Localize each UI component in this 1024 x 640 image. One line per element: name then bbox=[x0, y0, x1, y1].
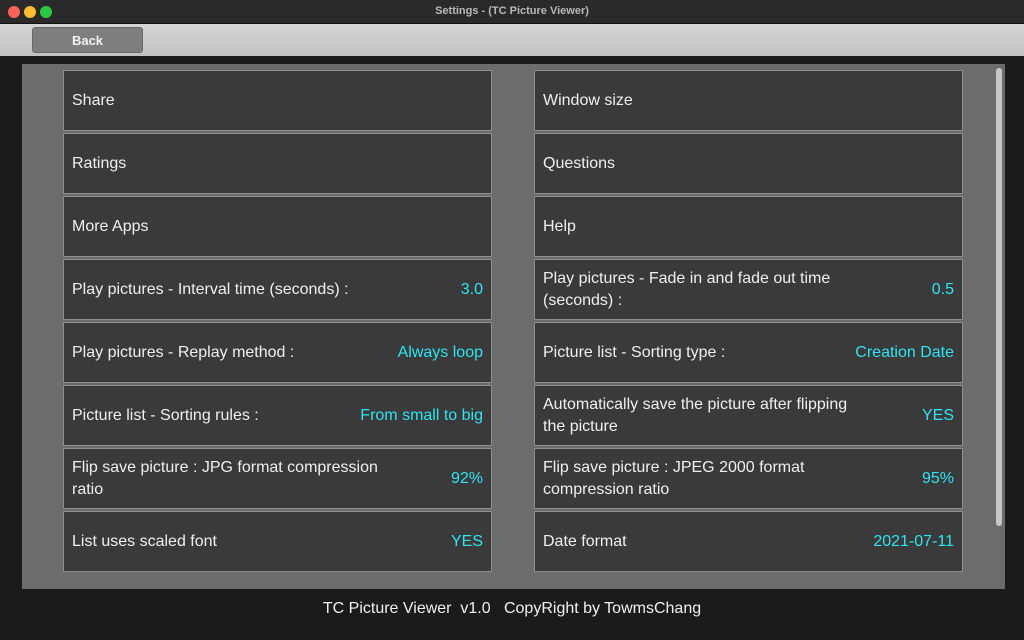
setting-label: Play pictures - Replay method : bbox=[72, 343, 295, 361]
setting-value: 92% bbox=[450, 469, 483, 487]
setting-value: YES bbox=[450, 532, 483, 550]
settings-item-questions[interactable] bbox=[534, 133, 963, 194]
setting-value: 3.0 bbox=[460, 280, 483, 298]
settings-item-share[interactable] bbox=[63, 70, 492, 131]
setting-value: YES bbox=[921, 406, 954, 424]
settings-item-interval-time[interactable] bbox=[63, 259, 492, 320]
setting-label: Automatically save the picture after flipping the picture bbox=[543, 395, 848, 435]
setting-label: Date format bbox=[543, 532, 627, 550]
setting-label: Play pictures - Interval time (seconds) : bbox=[72, 280, 349, 298]
setting-label: Questions bbox=[543, 154, 616, 172]
setting-value: Creation Date bbox=[855, 343, 954, 361]
setting-label: Ratings bbox=[72, 154, 127, 172]
settings-item-auto-save[interactable] bbox=[534, 385, 963, 446]
settings-item-more-apps[interactable] bbox=[63, 196, 492, 257]
setting-label: Share bbox=[72, 91, 115, 109]
settings-item-replay-method[interactable] bbox=[63, 322, 492, 383]
setting-value: From small to big bbox=[360, 406, 483, 424]
setting-label: Help bbox=[543, 217, 576, 235]
setting-label: Window size bbox=[543, 91, 633, 109]
setting-value: 0.5 bbox=[931, 280, 954, 298]
title-bar bbox=[0, 0, 1024, 24]
settings-item-ratings[interactable] bbox=[63, 133, 492, 194]
settings-item-jpeg2000-compression[interactable] bbox=[534, 448, 963, 509]
footer-copyright: TC Picture Viewer v1.0 CopyRight by TowmsChang bbox=[322, 600, 702, 617]
scrollbar-thumb[interactable] bbox=[996, 68, 1002, 526]
setting-label: Play pictures - Fade in and fade out time (seconds) : bbox=[543, 269, 831, 309]
settings-item-jpg-compression[interactable] bbox=[63, 448, 492, 509]
setting-label: Flip save picture : JPG format compression ratio bbox=[72, 458, 378, 498]
setting-value: 2021-07-11 bbox=[873, 532, 954, 550]
settings-item-sorting-rules[interactable] bbox=[63, 385, 492, 446]
settings-item-window-size[interactable] bbox=[534, 70, 963, 131]
setting-label: Flip save picture : JPEG 2000 format compression ratio bbox=[543, 458, 805, 498]
setting-value: Always loop bbox=[397, 343, 483, 361]
settings-item-sorting-type[interactable] bbox=[534, 322, 963, 383]
settings-item-scaled-font[interactable] bbox=[63, 511, 492, 572]
back-button[interactable]: Back bbox=[32, 27, 143, 53]
setting-label: Picture list - Sorting type : bbox=[543, 343, 726, 361]
setting-label: More Apps bbox=[72, 217, 149, 235]
setting-value: 95% bbox=[921, 469, 954, 487]
window-title: Settings - (TC Picture Viewer) bbox=[435, 5, 589, 17]
setting-label: List uses scaled font bbox=[72, 532, 217, 550]
settings-item-help[interactable] bbox=[534, 196, 963, 257]
setting-label: Picture list - Sorting rules : bbox=[72, 406, 259, 424]
settings-panel bbox=[22, 64, 1005, 589]
settings-item-fade-time[interactable] bbox=[534, 259, 963, 320]
settings-item-date-format[interactable] bbox=[534, 511, 963, 572]
toolbar bbox=[0, 24, 1024, 56]
